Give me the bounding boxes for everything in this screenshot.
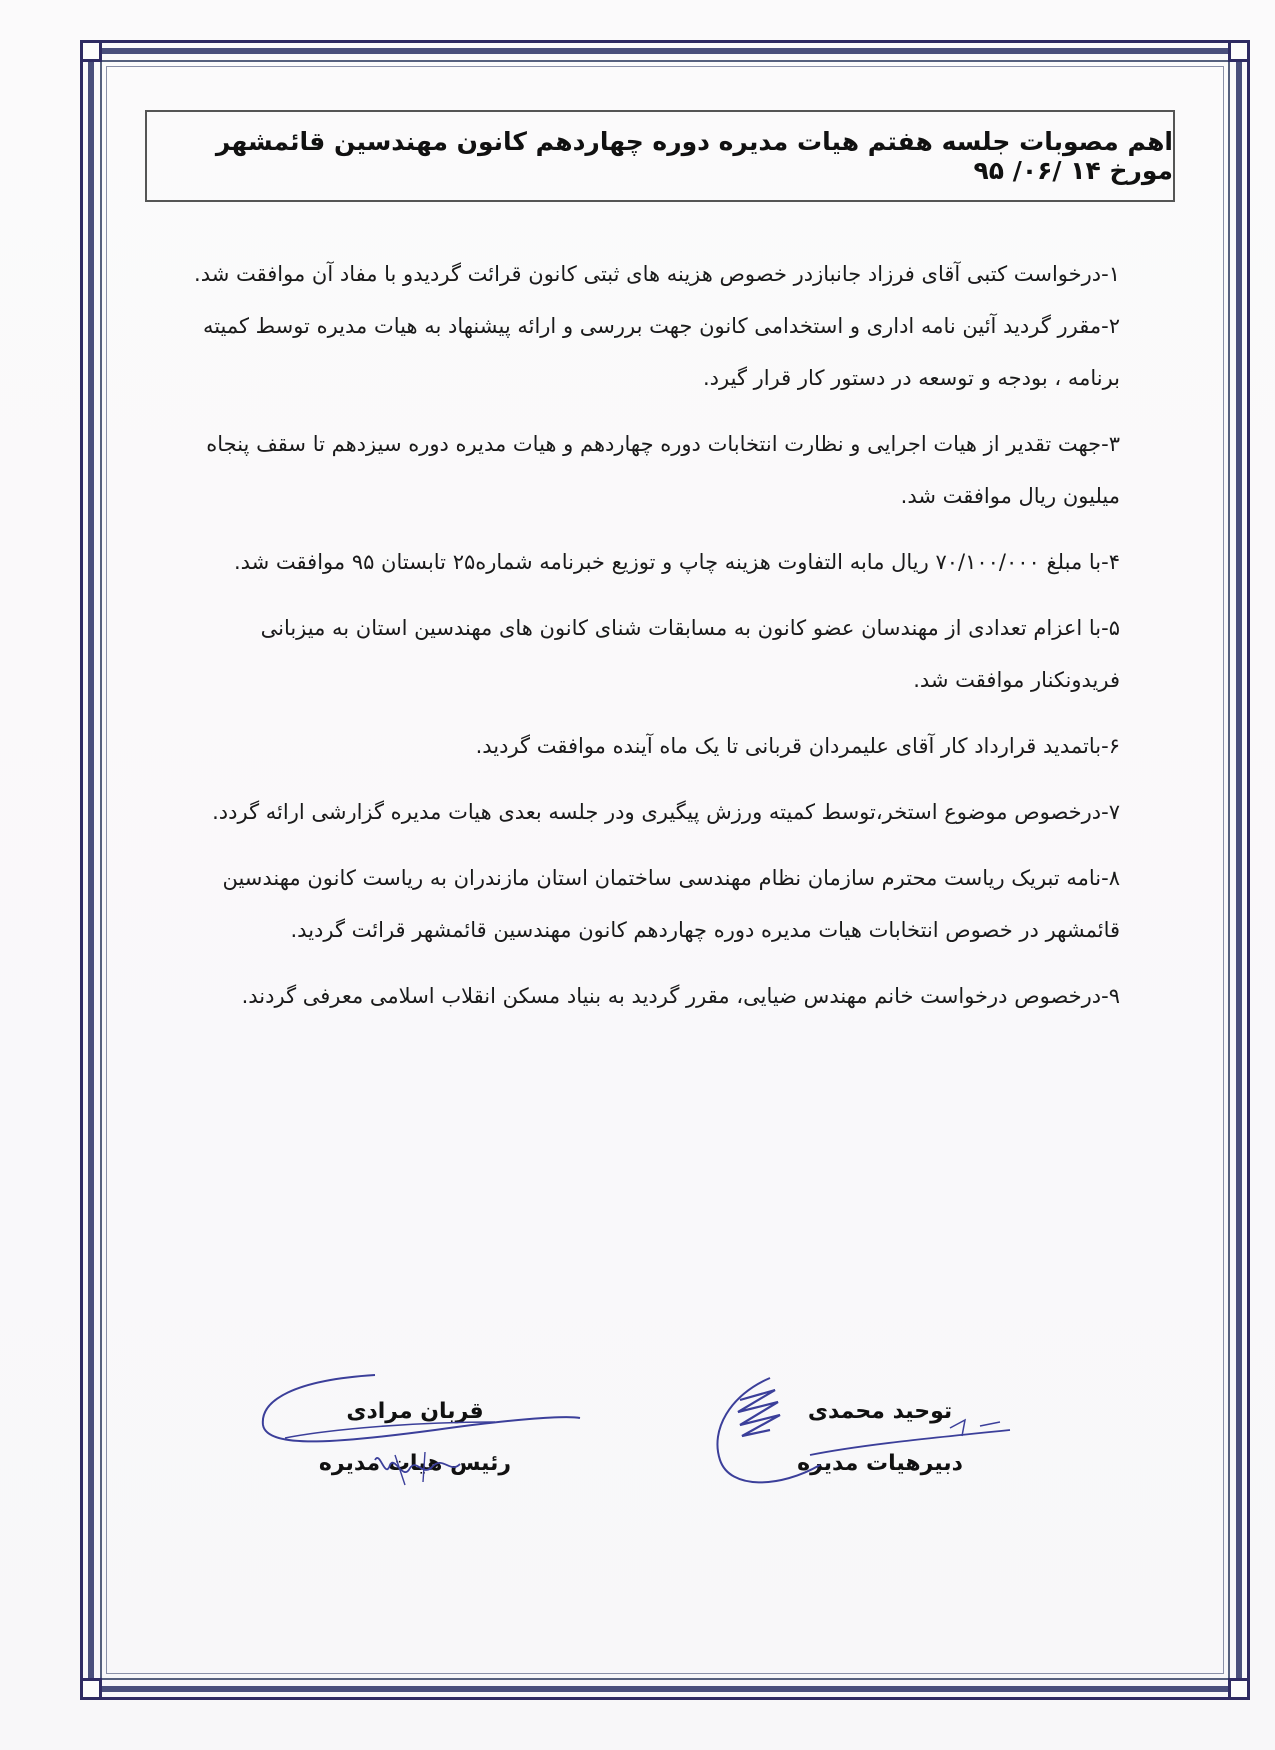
chairman-name: قربان مرادی xyxy=(346,1399,484,1424)
chairman-handwritten-signature xyxy=(255,1370,585,1520)
resolution-item-2: ۲-مقرر گردید آئین نامه اداری و استخدامی کانون جهت بررسی و ارائه پیشنهاد به هیات مدیره توسط کمیته برنامه ، بودجه و توسعه در دستور کار قرار گیرد. xyxy=(202,314,1120,390)
border-corner-top-right xyxy=(1228,40,1250,62)
resolution-item-7: ۷-درخصوص موضوع استخر،توسط کمیته ورزش پیگیری ودر جلسه بعدی هیات مدیره گزارشی ارائه گردد. xyxy=(212,800,1120,824)
chairman-role: رئیس هیات مدیره xyxy=(318,1451,512,1476)
resolution-item-6: ۶-باتمدید قرارداد کار آقای علیمردان قربانی تا یک ماه آینده موافقت گردید. xyxy=(475,734,1120,758)
secretary-handwritten-signature xyxy=(700,1370,1040,1505)
resolution-item-5: ۵-با اعزام تعدادی از مهندسان عضو کانون به مسابقات شنای کانون های مهندسین استان به میزبانی فریدونکنار موافقت شد. xyxy=(260,616,1120,692)
border-corner-bottom-left xyxy=(80,1678,102,1700)
resolution-item-3: ۳-جهت تقدیر از هیات اجرایی و نظارت انتخابات دوره چهاردهم و هیات مدیره دوره سیزدهم تا سقف پنجاه میلیون ریال موافقت شد. xyxy=(206,432,1120,508)
secretary-name: توحید محمدی xyxy=(807,1399,953,1424)
resolution-item-9: ۹-درخصوص درخواست خانم مهندس ضیایی، مقرر گردید به بنیاد مسکن انقلاب اسلامی معرفی گردند. xyxy=(241,984,1120,1008)
resolution-item-1: ۱-درخواست کتبی آقای فرزاد جانبازدر خصوص هزینه های ثبتی کانون قرائت گردیدو با مفاد آن موافقت شد. xyxy=(194,262,1120,286)
resolution-item-4: ۴-با مبلغ ۷۰/۱۰۰/۰۰۰ ریال مابه التفاوت هزینه چاپ و توزیع خبرنامه شماره۲۵ تابستان ۹۵ موافقت شد. xyxy=(233,550,1120,574)
border-corner-top-left xyxy=(80,40,102,62)
secretary-role: دبیرهیات مدیره xyxy=(797,1451,963,1476)
document-title: اهم مصوبات جلسه هفتم هیات مدیره دوره چهاردهم کانون مهندسین قائمشهر مورخ ۱۴ /۰۶/ ۹۵ xyxy=(215,127,1173,185)
title-box xyxy=(145,110,1175,202)
border-corner-bottom-right xyxy=(1228,1678,1250,1700)
resolution-item-8: ۸-نامه تبریک ریاست محترم سازمان نظام مهندسی ساختمان استان مازندران به ریاست کانون مهندسین قائمشهر در خصوص انتخابات هیات مدیره دوره چهاردهم کانون مهندسین قائمشهر قرائت گردید. xyxy=(222,866,1120,942)
resolutions-list xyxy=(175,248,1120,1022)
